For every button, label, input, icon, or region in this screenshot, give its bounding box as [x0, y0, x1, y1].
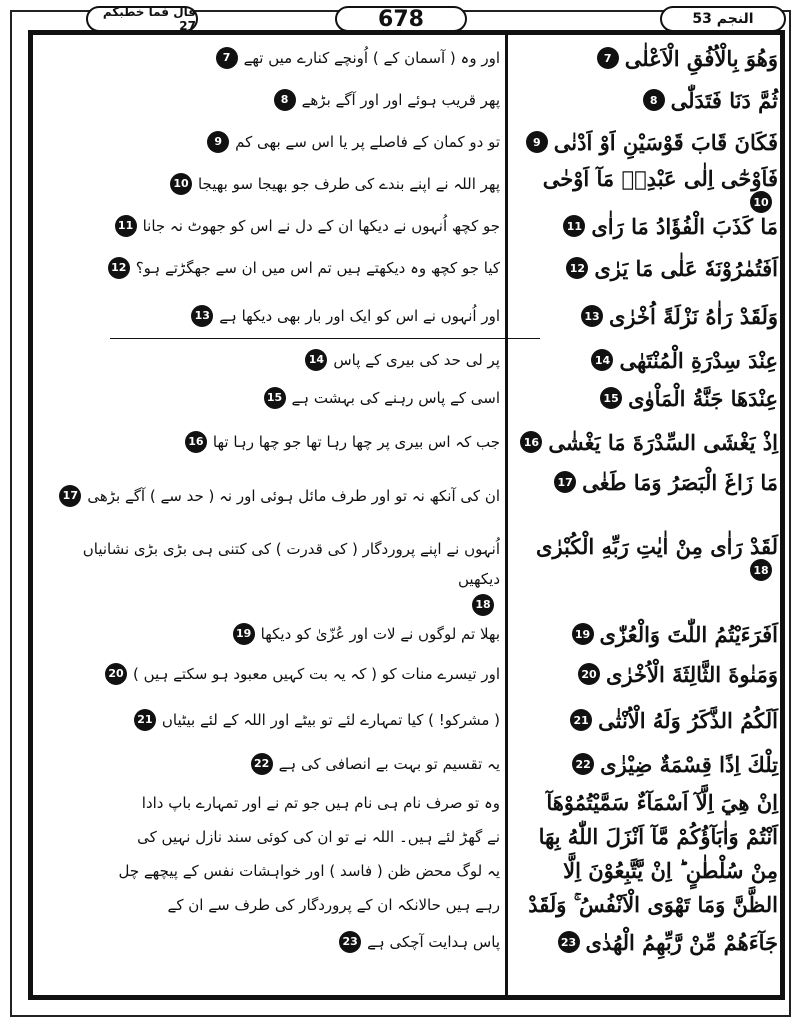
arabic-verse — [510, 924, 778, 960]
arabic-verse — [510, 702, 778, 738]
arabic-verse-text: مَا كَذَبَ الْفُؤَادُ مَا رَاٰى — [591, 213, 778, 239]
arabic-verse — [510, 342, 778, 378]
arabic-verse-text: اَفَتُمٰرُوْنَهٗ عَلٰى مَا يَرٰى — [594, 255, 778, 281]
urdu-translation-text: بھلا تم لوگوں نے لات اور عُزّیٰ کو دیکھا — [260, 625, 500, 643]
urdu-translation-text: جو کچھ اُنہوں نے دیکھا ان کے دل نے اس کو جھوٹ نہ جانا — [142, 217, 500, 235]
verse-number-marker: 21 — [134, 709, 156, 731]
arabic-verse-text: فَاَوْحٰٓى اِلٰى عَبْدِهٖ مَآ اَوْحٰى — [542, 166, 778, 191]
urdu-translation-text: جب کہ اس بیری پر چھا رہا تھا جو چھا رہا تھا — [212, 433, 500, 451]
verse-number-marker: 23 — [558, 931, 580, 953]
arabic-verse-text: وَمَنٰوةَ الثَّالِثَةَ الْاُخْرٰى — [606, 661, 778, 687]
verse-number-marker: 9 — [526, 131, 548, 153]
urdu-translation — [40, 124, 500, 160]
arabic-verse-text: لَقَدْ رَاٰى مِنْ اٰيٰتِ رَبِّهِ الْكُبْرٰى — [536, 534, 778, 559]
verse-number-marker: 8 — [274, 89, 296, 111]
urdu-verse-23-line: وہ تو صرف نام ہی نام ہیں جو تم نے اور تمہارے باپ دادا — [141, 794, 500, 812]
urdu-translation-text: اُنہوں نے اپنے پروردگار ( کی قدرت ) کی کتنی ہی بڑی بڑی نشانیاں دیکھیں — [82, 540, 500, 588]
arabic-verse-text: عِنْدَ سِدْرَةِ الْمُنْتَهٰى — [619, 347, 778, 373]
urdu-translation-text: اور اُنہوں نے اس کو ایک اور بار بھی دیکھا ہے — [219, 307, 500, 325]
verse-number-marker: 7 — [216, 47, 238, 69]
verse-number-marker: 13 — [191, 305, 213, 327]
urdu-translation-text: اسی کے پاس رہنے کی بہشت ہے — [291, 389, 500, 407]
arabic-verse-text: اِذْ يَغْشَى السِّدْرَةَ مَا يَغْشٰى — [548, 429, 778, 455]
verse-number-marker: 10 — [750, 191, 772, 213]
urdu-translation — [40, 464, 500, 528]
arabic-verse-text: اَفَرَءَيْتُمُ اللّٰتَ وَالْعُزّٰى — [599, 621, 778, 647]
verse-number-marker: 19 — [572, 623, 594, 645]
urdu-translation — [40, 656, 500, 692]
arabic-verse — [510, 746, 778, 782]
urdu-translation — [40, 82, 500, 118]
urdu-translation-text: اور وہ ( آسمان کے ) اُونچے کنارے میں تھے — [243, 49, 500, 67]
arabic-verse-text: وَهُوَ بِالْاُفُقِ الْاَعْلٰى — [624, 45, 778, 71]
verse-number-marker: 20 — [105, 663, 127, 685]
arabic-verse-text: اَلَكُمُ الذَّكَرُ وَلَهُ الْاُنْثٰى — [598, 707, 778, 733]
verse-number-marker: 11 — [115, 215, 137, 237]
verse-number-marker: 19 — [233, 623, 255, 645]
arabic-verse-text: فَكَانَ قَابَ قَوْسَيْنِ اَوْ اَدْنٰى — [553, 129, 778, 155]
arabic-verse-text: تِلْكَ اِذًا قِسْمَةٌ ضِيْزٰى — [600, 751, 778, 777]
verse-number-marker: 14 — [591, 349, 613, 371]
urdu-translation-text: پھر اللہ نے اپنے بندے کی طرف جو بھیجا سو بھیجا — [197, 175, 500, 193]
verse-number-marker: 8 — [643, 89, 665, 111]
verse-number-marker: 17 — [554, 471, 576, 493]
verse-number-marker: 16 — [520, 431, 542, 453]
verse-number-marker: 10 — [170, 173, 192, 195]
para-header: قال فما خطبکم 27 — [86, 6, 198, 32]
urdu-translation-text: پر لی حد کی بیری کے پاس — [333, 351, 500, 369]
verse-number-marker: 17 — [59, 485, 81, 507]
verse-number-marker: 12 — [566, 257, 588, 279]
urdu-translation — [40, 40, 500, 76]
urdu-verse-23-line: نے گھڑ لئے ہیں۔ اللہ نے تو ان کی کوئی سند نازل نہیں کی — [137, 828, 500, 846]
arabic-verse — [510, 534, 778, 577]
verse-number-marker: 14 — [305, 349, 327, 371]
urdu-verse-23-line: رہے ہیں حالانکہ ان کے پروردگار کی طرف سے ان کے — [167, 896, 500, 914]
urdu-column — [40, 40, 500, 999]
verse-number-marker: 15 — [600, 387, 622, 409]
verse-number-marker: 23 — [339, 931, 361, 953]
urdu-translation — [40, 534, 500, 611]
arabic-verse-23-line: الظَّنَّ وَمَا تَهْوَى الْاَنْفُسُ ۚ وَلَقَدْ — [528, 892, 778, 917]
page-number: 678 — [335, 6, 467, 32]
arabic-verse-23-line: جَآءَهُمْ مِّنْ رَّبِّهِمُ الْهُدٰى — [585, 929, 778, 955]
arabic-verse — [510, 616, 778, 652]
verse-number-marker: 16 — [185, 431, 207, 453]
urdu-translation — [40, 746, 500, 782]
urdu-translation — [40, 250, 500, 286]
verse-number-marker: 20 — [578, 663, 600, 685]
verse-number-marker: 22 — [251, 753, 273, 775]
verse-number-marker: 21 — [570, 709, 592, 731]
verse-number-marker: 9 — [207, 131, 229, 153]
arabic-verse-text: مَا زَاغَ الْبَصَرُ وَمَا طَغٰى — [582, 469, 778, 495]
arabic-verse — [510, 124, 778, 160]
urdu-translation-text: تو دو کمان کے فاصلے پر یا اس سے بھی کم — [235, 133, 500, 151]
verse-number-marker: 11 — [563, 215, 585, 237]
verse-number-marker: 13 — [581, 305, 603, 327]
urdu-verse-23-line: یہ لوگ محض ظن ( فاسد ) اور خواہشات نفس کے پیچھے چل — [118, 862, 500, 880]
verse-number-marker: 15 — [264, 387, 286, 409]
surah-header: النجم 53 — [660, 6, 786, 32]
arabic-verse — [510, 656, 778, 692]
urdu-translation-text: کیا جو کچھ وہ دیکھتے ہیں تم اس میں ان سے جھگڑتے ہو؟ — [135, 259, 500, 277]
urdu-translation — [40, 342, 500, 378]
arabic-verse — [510, 208, 778, 244]
urdu-translation-text: یہ تقسیم تو بہت بے انصافی کی ہے — [278, 755, 500, 773]
urdu-translation — [40, 924, 500, 960]
arabic-verse — [510, 40, 778, 76]
urdu-translation — [40, 298, 500, 334]
arabic-verse — [510, 298, 778, 334]
verse-number-marker: 18 — [750, 559, 772, 581]
urdu-translation — [40, 616, 500, 652]
urdu-verse-23-line: پاس ہدایت آچکی ہے — [367, 933, 500, 951]
verse-number-marker: 12 — [108, 257, 130, 279]
verse-number-marker: 22 — [572, 753, 594, 775]
arabic-verse — [510, 82, 778, 118]
column-divider — [505, 34, 508, 996]
arabic-verse — [510, 464, 778, 500]
arabic-verse — [510, 380, 778, 416]
arabic-verse-text: عِنْدَهَا جَنَّةُ الْمَاْوٰى — [628, 385, 778, 411]
arabic-verse-23-line: اَنْتُمْ وَاٰبَآؤُكُمْ مَّآ اَنْزَلَ اللّٰهُ بِهَا — [538, 824, 778, 849]
urdu-translation — [40, 166, 500, 202]
verse-13-underline — [110, 338, 540, 339]
verse-number-marker: 18 — [472, 594, 494, 616]
urdu-translation — [40, 380, 500, 416]
arabic-verse-text: وَلَقَدْ رَاٰهُ نَزْلَةً اُخْرٰى — [608, 303, 778, 329]
urdu-translation — [40, 424, 500, 460]
arabic-verse-23-line: مِنْ سُلْطٰنٍ ؕ اِنْ يَّتَّبِعُوْنَ اِلَّا — [563, 858, 778, 883]
urdu-translation-text: اور تیسرے منات کو ( کہ یہ بت کہیں معبود ہو سکتے ہیں ) — [133, 665, 500, 683]
urdu-translation — [40, 208, 500, 244]
verse-number-marker: 7 — [597, 47, 619, 69]
arabic-column — [510, 40, 778, 999]
urdu-translation-text: پھر قریب ہوئے اور اور آگے بڑھے — [301, 91, 500, 109]
arabic-verse-text: ثُمَّ دَنَا فَتَدَلّٰى — [670, 87, 778, 113]
arabic-verse — [510, 250, 778, 286]
arabic-verse — [510, 424, 778, 460]
urdu-translation-text: ( مشرکو! ) کیا تمہارے لئے تو بیٹے اور اللہ کے لئے بیٹیاں — [161, 711, 500, 729]
arabic-verse-23-line: اِنْ هِيَ اِلَّآ اَسْمَآءٌ سَمَّيْتُمُوْهَآ — [546, 790, 778, 815]
arabic-verse — [510, 166, 778, 209]
urdu-translation — [40, 702, 500, 738]
urdu-translation-text: ان کی آنکھ نہ تو اور طرف مائل ہوئی اور نہ ( حد سے ) آگے بڑھی — [87, 487, 500, 505]
